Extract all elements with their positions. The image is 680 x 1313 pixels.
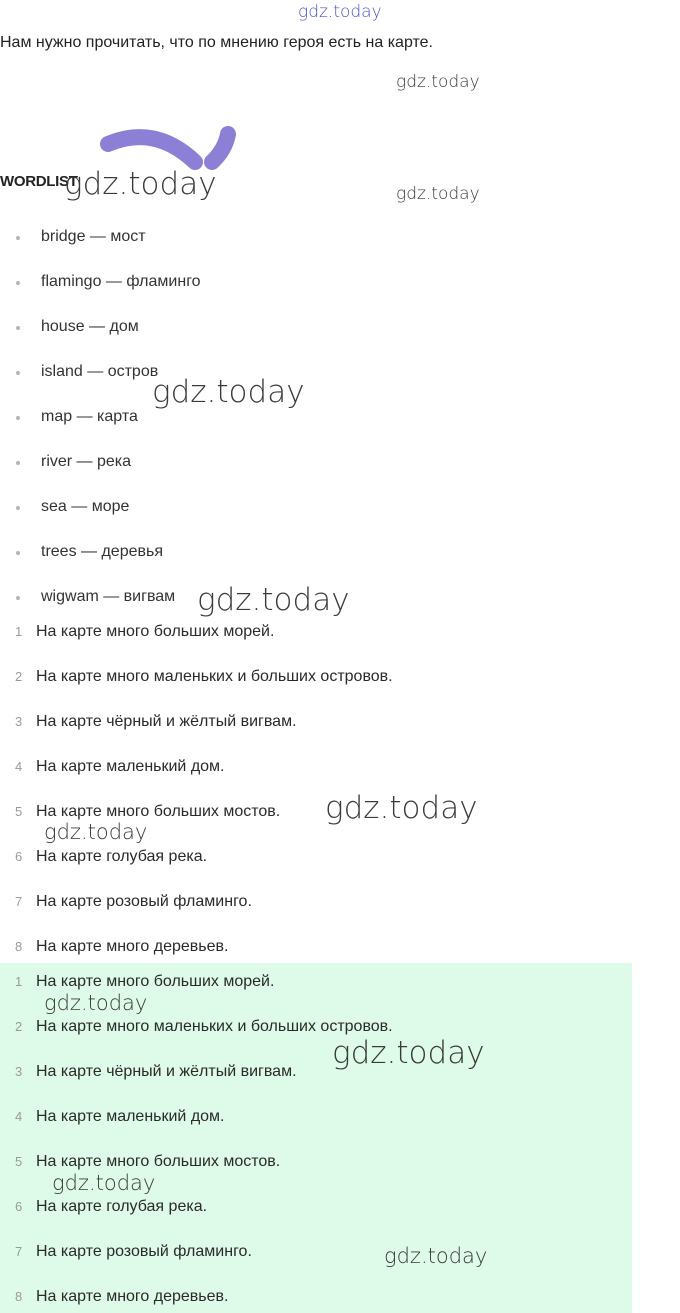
wordlist-item-text: sea — море xyxy=(41,498,130,515)
watermark: gdz.today xyxy=(44,820,148,844)
answer-text: На карте розовый фламинго. xyxy=(36,1243,252,1260)
intro-text: Нам нужно прочитать, что по мнению героя есть на карте. xyxy=(0,34,433,51)
answer-number: 5 xyxy=(15,1154,23,1169)
question-text: На карте много деревьев. xyxy=(36,938,229,955)
question-number: 7 xyxy=(15,894,23,909)
watermark: gdz.today xyxy=(396,184,480,204)
question-number: 8 xyxy=(15,939,23,954)
wordlist-item-text: flamingo — фламинго xyxy=(41,273,201,290)
answer-text: На карте много больших мостов. xyxy=(36,1153,281,1170)
answer-text: На карте маленький дом. xyxy=(36,1108,225,1125)
question-text: На карте маленький дом. xyxy=(36,758,225,775)
watermark: gdz.today xyxy=(52,1171,156,1195)
answer-number: 3 xyxy=(15,1064,23,1079)
decorative-swoosh-icon xyxy=(100,122,240,172)
bullet-icon xyxy=(16,236,20,240)
question-number: 1 xyxy=(15,624,23,639)
question-text: На карте много больших мостов. xyxy=(36,803,281,820)
question-text: На карте много маленьких и больших островов. xyxy=(36,668,393,685)
bullet-icon xyxy=(16,506,20,510)
question-text: На карте много больших морей. xyxy=(36,623,275,640)
watermark: gdz.today xyxy=(384,1244,488,1268)
watermark: gdz.today xyxy=(332,1035,485,1071)
watermark: gdz.today xyxy=(396,72,480,92)
watermark: gdz.today xyxy=(152,374,305,410)
question-text: На карте розовый фламинго. xyxy=(36,893,252,910)
bullet-icon xyxy=(16,596,20,600)
bullet-icon xyxy=(16,326,20,330)
wordlist-item-text: bridge — мост xyxy=(41,228,146,245)
bullet-icon xyxy=(16,371,20,375)
wordlist-item-text: map — карта xyxy=(41,408,138,425)
answer-number: 7 xyxy=(15,1244,23,1259)
bullet-icon xyxy=(16,281,20,285)
wordlist-item-text: river — река xyxy=(41,453,132,470)
wordlist-item-text: trees — деревья xyxy=(41,543,163,560)
question-number: 6 xyxy=(15,849,23,864)
watermark: gdz.today xyxy=(197,582,350,618)
watermark: gdz.today xyxy=(325,790,478,826)
answer-text: На карте чёрный и жёлтый вигвам. xyxy=(36,1063,297,1080)
bullet-icon xyxy=(16,551,20,555)
question-number: 2 xyxy=(15,669,23,684)
wordlist-item-text: island — остров xyxy=(41,363,159,380)
question-number: 5 xyxy=(15,804,23,819)
answer-number: 6 xyxy=(15,1199,23,1214)
question-text: На карте чёрный и жёлтый вигвам. xyxy=(36,713,297,730)
wordlist-item-text: house — дом xyxy=(41,318,139,335)
answer-number: 8 xyxy=(15,1289,23,1304)
question-text: На карте голубая река. xyxy=(36,848,208,865)
bullet-icon xyxy=(16,461,20,465)
answer-text: На карте много деревьев. xyxy=(36,1288,229,1305)
answer-text: На карте много маленьких и больших островов. xyxy=(36,1018,393,1035)
watermark: gdz.today xyxy=(64,166,217,202)
answer-number: 2 xyxy=(15,1019,23,1034)
question-number: 4 xyxy=(15,759,23,774)
answer-text: На карте много больших морей. xyxy=(36,973,275,990)
wordlist-title: WORDLIST xyxy=(0,173,78,190)
answer-text: На карте голубая река. xyxy=(36,1198,208,1215)
question-number: 3 xyxy=(15,714,23,729)
wordlist-item-text: wigwam — вигвам xyxy=(41,588,176,605)
watermark: gdz.today xyxy=(44,991,148,1015)
answer-number: 1 xyxy=(15,974,23,989)
bullet-icon xyxy=(16,416,20,420)
watermark-top: gdz.today xyxy=(298,2,382,22)
answer-number: 4 xyxy=(15,1109,23,1124)
